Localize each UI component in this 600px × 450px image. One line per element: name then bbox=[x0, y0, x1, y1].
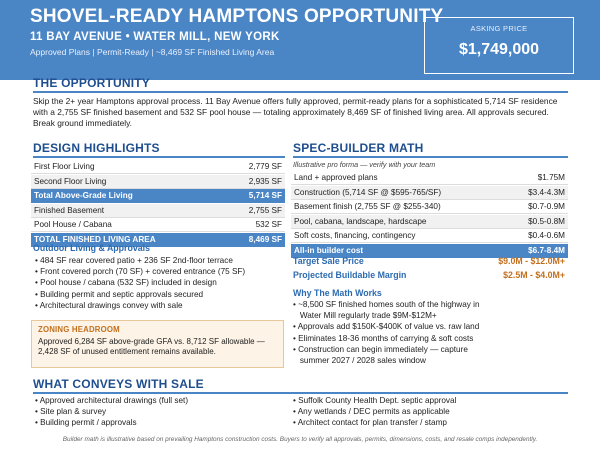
design-table-row-label: Pool House / Cabana bbox=[34, 220, 112, 230]
design-table-row bbox=[31, 189, 285, 203]
spec-table-row bbox=[291, 200, 568, 214]
spec-table-row-label: Pool, cabana, landscape, hardscape bbox=[294, 216, 427, 226]
zoning-headroom-box bbox=[31, 320, 284, 368]
conveys-item: • Architect contact for plan transfer / stamp bbox=[293, 418, 447, 427]
asking-price-box bbox=[424, 17, 574, 74]
why-list-item: • Approvals add $150K-$400K of value vs. raw land bbox=[293, 322, 480, 332]
spec-builder-title: SPEC-BUILDER MATH bbox=[293, 141, 424, 155]
header-subtitle: Approved Plans | Permit-Ready | ~8,469 SF Finished Living Area bbox=[30, 47, 275, 57]
outdoor-list-item: • Pool house / cabana (532 SF) included in design bbox=[35, 278, 217, 288]
design-table-row-value: 2,779 SF bbox=[248, 162, 282, 171]
design-table-row-value: 5,714 SF bbox=[248, 191, 282, 201]
design-highlights-title: DESIGN HIGHLIGHTS bbox=[33, 141, 160, 155]
spec-table-row-label: Construction (5,714 SF @ $595-765/SF) bbox=[294, 187, 442, 197]
design-table-row bbox=[31, 175, 285, 189]
outdoor-list-item: • 484 SF rear covered patio + 236 SF 2nd-floor terrace bbox=[35, 256, 233, 265]
target-sale-price-value: $9.0M - $12.0M+ bbox=[498, 256, 565, 266]
outdoor-living-heading: Outdoor Living & Approvals bbox=[33, 243, 150, 253]
outdoor-list-item: • Architectural drawings convey with sale bbox=[35, 300, 183, 310]
design-table-row-label: Finished Basement bbox=[34, 205, 105, 215]
design-table-row-label: First Floor Living bbox=[34, 162, 95, 171]
target-sale-price-row bbox=[293, 255, 565, 267]
design-table-row bbox=[31, 218, 285, 232]
asking-price-label: ASKING PRICE bbox=[470, 24, 528, 33]
design-table-row bbox=[31, 160, 285, 174]
outdoor-list-item: • Front covered porch (70 SF) + covered entrance (75 SF) bbox=[35, 267, 246, 277]
why-list-item: summer 2027 / 2028 sales window bbox=[293, 356, 426, 365]
spec-table-row bbox=[291, 186, 568, 200]
spec-table-row bbox=[291, 171, 568, 185]
spec-table-row-label: Basement finish (2,755 SF @ $255-340) bbox=[294, 202, 441, 212]
conveys-item: • Approved architectural drawings (full set) bbox=[35, 396, 189, 405]
outdoor-list-item: • Building permit and septic approvals secured bbox=[35, 289, 204, 299]
design-table-row-label: Total Above-Grade Living bbox=[34, 191, 133, 201]
design-table-row-value: 532 SF bbox=[255, 220, 282, 230]
conveys-divider bbox=[33, 392, 568, 394]
projected-margin-row bbox=[293, 269, 565, 281]
spec-table-row-label: Land + approved plans bbox=[294, 173, 378, 182]
asking-price-value: $1,749,000 bbox=[458, 41, 540, 58]
zoning-headroom-text: Approved 6,284 SF above-grade GFA vs. 8,712 SF allowable — 2,428 SF of unused entitlement remains available. bbox=[38, 337, 265, 356]
design-table-row bbox=[31, 204, 285, 218]
spec-table-row-value: $0.5-0.8M bbox=[528, 216, 565, 226]
design-table-row-value: 2,935 SF bbox=[248, 176, 282, 186]
why-math-works-heading: Why The Math Works bbox=[293, 288, 382, 298]
document-title: SHOVEL-READY HAMPTONS OPPORTUNITY bbox=[30, 6, 444, 27]
spec-table-row bbox=[291, 229, 568, 243]
opportunity-divider bbox=[33, 91, 568, 93]
design-table-row-label: Second Floor Living bbox=[34, 176, 107, 186]
design-table-row-value: 8,469 SF bbox=[248, 235, 282, 244]
property-address: 11 BAY AVENUE • WATER MILL, NEW YORK bbox=[30, 31, 280, 43]
projected-margin-value: $2.5M - $4.0M+ bbox=[503, 270, 565, 280]
zoning-headroom-title: ZONING HEADROOM bbox=[38, 325, 120, 334]
why-list-item: Water Mill regularly trade $9M-$12M+ bbox=[293, 311, 437, 321]
spec-builder-divider bbox=[293, 156, 568, 158]
why-list-item: • ~8,500 SF finished homes south of the highway in bbox=[293, 300, 480, 309]
spec-table-row-value: $0.4-0.6M bbox=[528, 231, 565, 241]
spec-table-row-value: $0.7-0.9M bbox=[528, 202, 565, 212]
opportunity-title: THE OPPORTUNITY bbox=[33, 76, 151, 90]
conveys-item: • Building permit / approvals bbox=[35, 418, 137, 427]
opportunity-text: Skip the 2+ year Hamptons approval process. 11 Bay Avenue offers fully approved, permit-ready plans for a sophisticated 5,714 SF residence with a 2,755 SF finished basement and 532 SF pool house — totaling approximately 8,469 SF of finished living area. All approvals secured. Break ground immediately. bbox=[33, 96, 558, 128]
spec-table-row bbox=[291, 215, 568, 229]
target-sale-price-label: Target Sale Price bbox=[293, 256, 364, 266]
spec-table-row-value: $3.4-4.3M bbox=[528, 187, 565, 197]
spec-builder-note: Illustrative pro forma — verify with your team bbox=[293, 160, 436, 169]
design-table-row-label: TOTAL FINISHED LIVING AREA bbox=[34, 235, 156, 244]
spec-table-row-label: Soft costs, financing, contingency bbox=[294, 231, 416, 241]
spec-table-row-value: $6.7-8.4M bbox=[528, 246, 565, 255]
projected-margin-label: Projected Buildable Margin bbox=[293, 270, 407, 280]
why-list-item: • Construction can begin immediately — capture bbox=[293, 344, 468, 354]
footer-disclaimer: Builder math is illustrative based on prevailing Hamptons construction costs. Buyers to verify all approvals, permits, dimensions, costs, and resale comps independently. bbox=[62, 436, 538, 443]
spec-table-row-value: $1.75M bbox=[537, 173, 565, 182]
spec-table-row-label: All-in builder cost bbox=[294, 246, 364, 255]
why-list-item: • Eliminates 18-36 months of carrying & soft costs bbox=[293, 333, 474, 343]
design-table-row-value: 2,755 SF bbox=[248, 205, 282, 215]
conveys-title: WHAT CONVEYS WITH SALE bbox=[33, 377, 204, 391]
conveys-item: • Site plan & survey bbox=[35, 407, 107, 416]
header-banner bbox=[0, 0, 600, 80]
conveys-item: • Suffolk County Health Dept. septic approval bbox=[293, 396, 457, 405]
design-highlights-divider bbox=[33, 156, 285, 158]
conveys-item: • Any wetlands / DEC permits as applicable bbox=[293, 407, 450, 416]
